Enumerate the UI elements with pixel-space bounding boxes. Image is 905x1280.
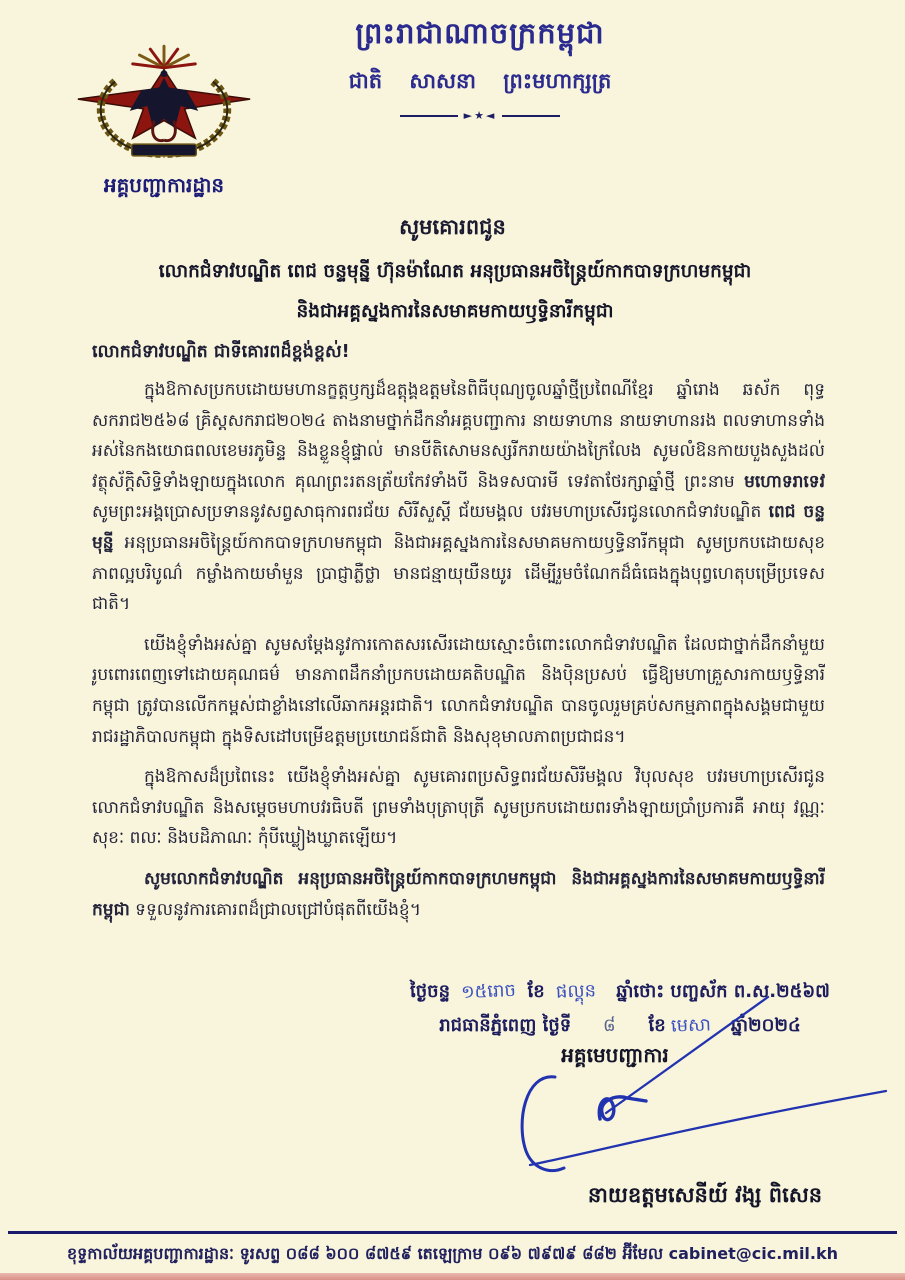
salute-line: សូមគោរពជូន [399,215,506,239]
emblem-caption: អគ្គបញ្ជាការដ្ឋាន [103,173,225,197]
solar-day-handwritten: ៨ [603,1014,617,1037]
lunar-date-suffix: ឆ្នាំថោះ បញ្ចស័ក ព.ស.២៥៦៧ [616,981,830,1002]
rcaf-high-command-emblem-icon [71,44,257,164]
body-paragraphs [92,375,825,925]
solar-date-suffix: ឆ្នាំ២០២៤ [730,1015,801,1037]
dateline-block [340,975,900,1043]
recipient-title [55,252,855,332]
greeting-line: លោកជំទាវបណ្ឌិត ជាទីគោរពដ៏ខ្ពង់ខ្ពស់! [92,342,350,362]
lunar-day-handwritten: ១៥រោច [460,980,517,1003]
footer-rule [8,1231,897,1234]
recipient-title-line2: និងជាអគ្គស្នងការនៃសមាគមកាយឫទ្ធិនារីកម្ពុជា [296,300,614,322]
signatory-name: នាយឧត្តមសេនីយ៍ វង្ស ពិសេន [587,1183,823,1207]
bottom-edge-strip [0,1273,905,1280]
lunar-date-prefix: ថ្ងៃចន្ទ [410,981,451,1002]
kingdom-title: ព្រះរាជាណាចក្រកម្ពុជា [355,16,605,50]
divider-ornament-icon: ►★◄ [463,109,497,122]
national-motto: ជាតិ សាសនា ព្រះមហាក្សត្រ [348,69,612,93]
divider-line-left [400,115,458,117]
solar-month-label: ខែ [648,1015,666,1037]
body-paragraph: យើងខ្ញុំទាំងអស់គ្នា សូមសម្តែងនូវការកោតសរសើរដោយស្មោះចំពោះលោកជំទាវបណ្ឌិត ដែលជាថ្នាក់ដឹកនាំមួយរូបពោរពេញទៅដោយគុណធម៌ មានភាពដឹកនាំប្រកបដោយគតិបណ្ឌិត និងប៉ិនប្រសប់ ធ្វើឱ្យមហាគ្រួសារកាយឫទ្ធិនារីកម្ពុជា ត្រូវបានលើកកម្ពស់ជាខ្លាំងនៅលើឆាកអន្តរជាតិ។ លោកជំទាវបណ្ឌិត បានចូលរួមគ្រប់សកម្មភាពក្នុងសង្គមជាមួយរាជរដ្ឋាភិបាលកម្ពុជា ក្នុងទិសដៅបម្រើឧត្តមប្រយោជន៍ជាតិ និងសុខុមាលភាពប្រជាជន។ [92,634,825,747]
body-paragraph: ក្នុងឱកាសប្រកបដោយមហានក្ខត្តឫក្សដ៏ឧត្តុង្គឧត្តមនៃពិធីបុណ្យចូលឆ្នាំថ្មីប្រពៃណីខ្មែរ ឆ្នាំរោង ឆស័ក ពុទ្ធសករាជ២៥៦៨ គ្រិស្តសករាជ២០២៤ តាងនាមថ្នាក់ដឹកនាំអគ្គបញ្ជាការ នាយទាហាន នាយទាហានរង ពលទាហានទាំងអស់នៃកងយោធពលខេមរភូមិន្ទ និងខ្លួនខ្ញុំផ្ទាល់ មានបីតិសោមនស្សរីករាយយ៉ាងក្រៃលែង សូមលំឱនកាយបួងសួងដល់វត្ថុស័ក្តិសិទ្ធិទាំងឡាយក្នុងលោក គុណព្រះរតនត្រ័យកែវទាំងបី និងទសបារមី ទេវតាថែរក្សាឆ្នាំថ្មី ព្រះនាម មហោទរាទេវ សូមព្រះអង្គប្រោសប្រទាននូវសព្វសាធុការពរជ័យ សិរីសួស្តី ជ័យមង្គល បវរមហាប្រសើរជូនលោកជំទាវបណ្ឌិត ពេជ ចន្ទមុន្នី អនុប្រធានអចិន្ត្រៃយ៍កាកបាទក្រហមកម្ពុជា និងជាអគ្គស្នងការនៃសមាគមកាយឫទ្ធិនារីកម្ពុជា សូមប្រកបដោយសុខភាពល្អបរិបូណ៌ កម្លាំងកាយមាំមួន ប្រាជ្ញាភ្លឺថ្លា មានជន្មាយុយឺនយូរ ដើម្បីរួមចំណែកដ៏ធំធេងក្នុងបុព្វហេតុបម្រើប្រទេសជាតិ។ [92,380,825,615]
solar-month-handwritten: មេសា [670,1014,711,1037]
divider-line-right [502,115,560,117]
body-paragraph: សូមលោកជំទាវបណ្ឌិត អនុប្រធានអចិន្ត្រៃយ៍កាកបាទក្រហមកម្ពុជា និងជាអគ្គស្នងការនៃសមាគមកាយឫទ្ធិនារីកម្ពុជា ទទួលនូវការគោរពដ៏ជ្រាលជ្រៅបំផុតពីយើងខ្ញុំ។ [92,868,825,920]
royal-header [250,16,710,122]
solar-date-prefix: រាជធានីភ្នំពេញ ថ្ងៃទី [439,1015,572,1037]
lunar-month-handwritten: ផល្គុន [555,980,597,1003]
solar-date-line [340,1009,900,1043]
letter-body [92,340,825,972]
header-divider [250,109,710,122]
footer-contact: ខុទ្ទកាល័យអគ្គបញ្ជាការដ្ឋានៈ ទូរសព្ទ ០៨៨ ៦០០ ៨៧៥៩ តេឡេក្រាម ០៩៦ ៧៩៧៩ ៨៨២ អ៊ីមែល cabinet@cic.mil.kh [66,1244,839,1263]
lunar-date-line [340,975,900,1009]
recipient-title-line1: លោកជំទាវបណ្ឌិត ពេជ ចន្ទមុន្នី ហ៊ុនម៉ាណែត អនុប្រធានអចិន្ត្រៃយ៍កាកបាទក្រហមកម្ពុជា [158,261,752,282]
emblem-block [66,44,262,202]
signature-title: អគ្គមេបញ្ជាការ [561,1043,669,1067]
lunar-month-label: ខែ [527,981,545,1002]
body-paragraph: ក្នុងឱកាសដ៏ប្រពៃនេះ យើងខ្ញុំទាំងអស់គ្នា សូមគោរពប្រសិទ្ធពរជ័យសិរីមង្គល វិបុលសុខ បវរមហាប្រសើរជូនលោកជំទាវបណ្ឌិត និងសម្តេចមហាបវរធិបតី ព្រមទាំងបុត្រាបុត្រី សូមប្រកបដោយពរទាំងឡាយប្រាំប្រការគឺ អាយុ វណ្ណៈ សុខៈ ពលៈ និងបដិភាណៈ កុំបីឃ្លៀងឃ្លាតឡើយ។ [92,767,825,849]
